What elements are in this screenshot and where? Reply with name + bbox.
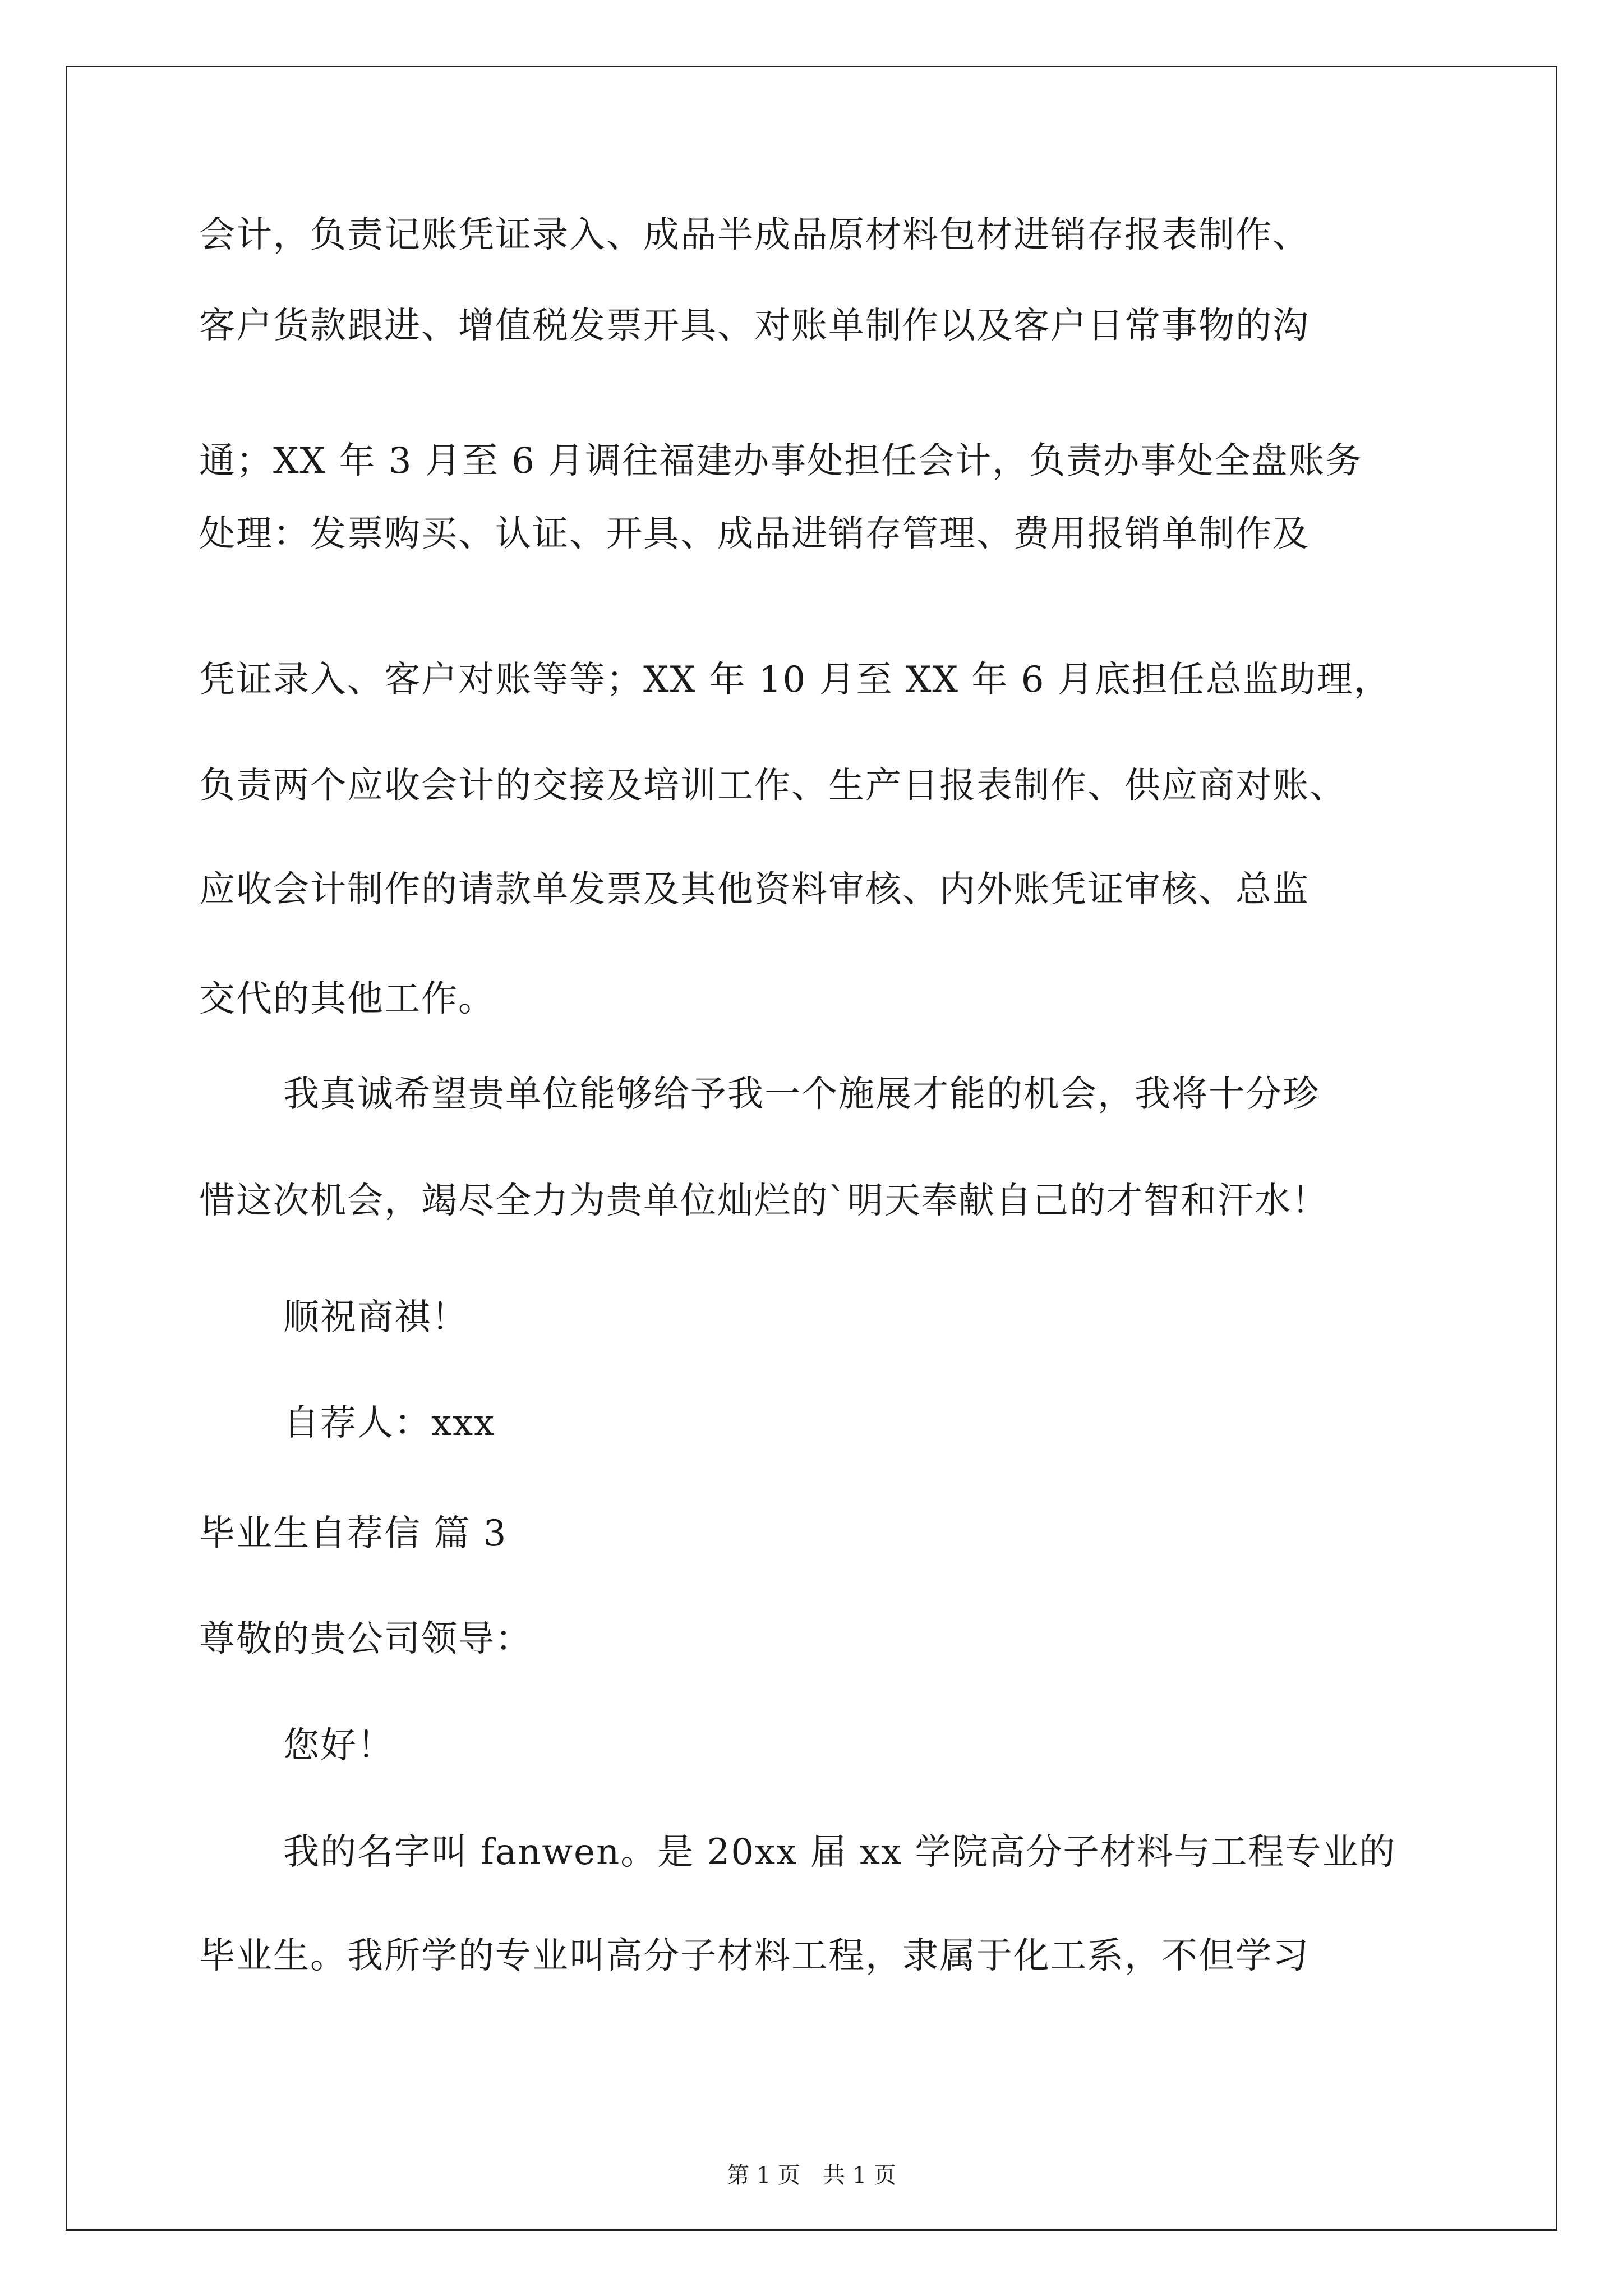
body-line-5: 凭证录入、客户对账等等；XX 年 10 月至 XX 年 6 月底担任总监助理， — [199, 659, 1391, 701]
body-line-10: 惜这次机会，竭尽全力为贵单位灿烂的`明天奉献自己的才智和汗水！ — [199, 1180, 1329, 1222]
body-line-6: 负责两个应收会计的交接及培训工作、生产日报表制作、供应商对账、 — [199, 765, 1347, 807]
greeting-line: 您好！ — [283, 1725, 394, 1766]
salutation-line: 尊敬的贵公司领导： — [199, 1618, 532, 1660]
body-line-8: 交代的其他工作。 — [199, 978, 495, 1020]
body-line-7: 应收会计制作的请款单发票及其他资料审核、内外账凭证审核、总监 — [199, 869, 1310, 910]
body-line-3: 通；XX 年 3 月至 6 月调往福建办事处担任会计，负责办事处全盘账务 — [199, 440, 1363, 482]
body-line-11: 我的名字叫 fanwen。是 20xx 届 xx 学院高分子材料与工程专业的 — [283, 1832, 1396, 1873]
body-line-2: 客户货款跟进、增值税发票开具、对账单制作以及客户日常事物的沟 — [199, 305, 1310, 347]
page-footer: 第 1 页 共 1 页 — [727, 2162, 896, 2188]
signature-line: 自荐人：xxx — [283, 1402, 496, 1444]
body-line-9: 我真诚希望贵单位能够给予我一个施展才能的机会，我将十分珍 — [283, 1074, 1320, 1115]
body-line-4: 处理：发票购买、认证、开具、成品进销存管理、费用报销单制作及 — [199, 513, 1310, 555]
page-border — [66, 66, 1557, 2231]
body-line-12: 毕业生。我所学的专业叫高分子材料工程，隶属于化工系，不但学习 — [199, 1935, 1310, 1977]
closing-line: 顺祝商祺！ — [283, 1297, 468, 1338]
body-line-1: 会计，负责记账凭证录入、成品半成品原材料包材进销存报表制作、 — [199, 214, 1310, 256]
section-heading: 毕业生自荐信 篇 3 — [199, 1513, 508, 1554]
